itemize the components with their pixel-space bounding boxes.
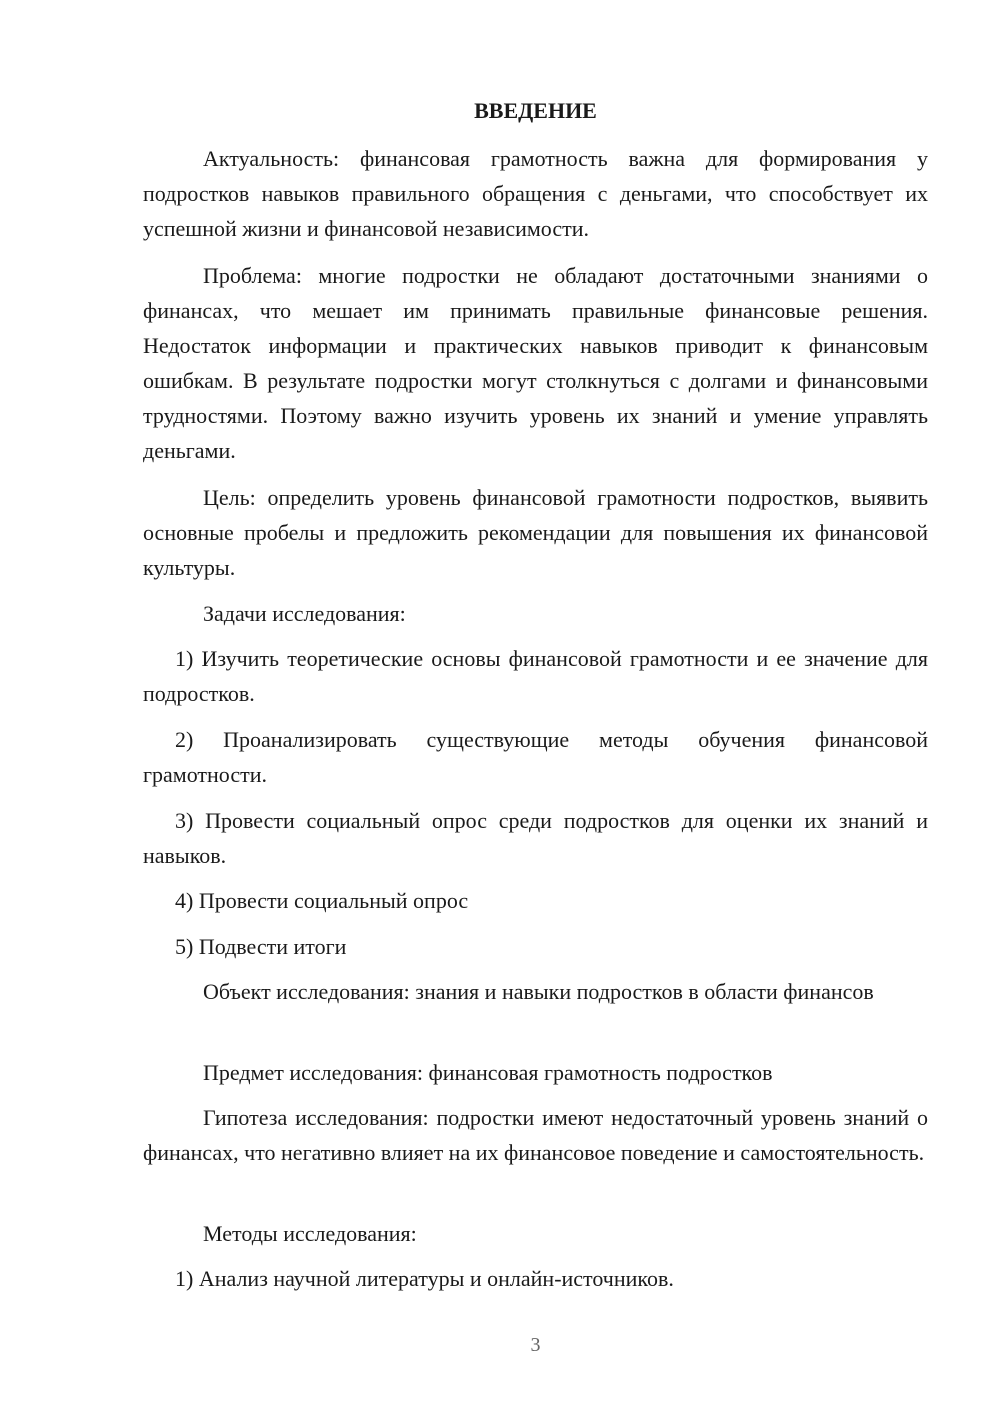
document-page <box>143 0 928 1414</box>
task-item-2: 2) Проанализировать существующие методы обучения финансовой грамотности. <box>143 727 928 787</box>
paragraph-subject: Предмет исследования: финансовая грамотность подростков <box>203 1060 773 1085</box>
paragraph-tasks-heading: Задачи исследования: <box>203 601 406 626</box>
task-item-4: 4) Провести социальный опрос <box>175 888 469 913</box>
paragraph-methods-heading: Методы исследования: <box>203 1221 417 1246</box>
paragraph-relevance: Актуальность: финансовая грамотность важна для формирования у подростков навыков правильного обращения с деньгами, что способствует их успешной жизни и финансовой независимости. <box>143 146 928 241</box>
method-item-1: 1) Анализ научной литературы и онлайн-источников. <box>175 1266 674 1291</box>
section-title: ВВЕДЕНИЕ <box>474 98 597 123</box>
paragraph-problem: Проблема: многие подростки не обладают достаточными знаниями о финансах, что мешает им принимать правильные финансовые решения. Недостаток информации и практических навыков приводит к финансовым ошибкам. В результате подростки могут столкнуться с долгами и финансовыми трудностями. Поэтому важно изучить уровень их знаний и умение управлять деньгами. <box>143 263 928 463</box>
task-item-5: 5) Подвести итоги <box>175 934 347 959</box>
paragraph-object: Объект исследования: знания и навыки подростков в области финансов <box>203 979 874 1004</box>
paragraph-goal: Цель: определить уровень финансовой грамотности подростков, выявить основные пробелы и предложить рекомендации для повышения их финансовой культуры. <box>143 485 928 580</box>
paragraph-hypothesis: Гипотеза исследования: подростки имеют недостаточный уровень знаний о финансах, что негативно влияет на их финансовое поведение и самостоятельность. <box>143 1105 928 1165</box>
task-item-3: 3) Провести социальный опрос среди подростков для оценки их знаний и навыков. <box>143 808 928 868</box>
page-number: 3 <box>530 1334 541 1356</box>
task-item-1: 1) Изучить теоретические основы финансовой грамотности и ее значение для подростков. <box>143 646 928 706</box>
